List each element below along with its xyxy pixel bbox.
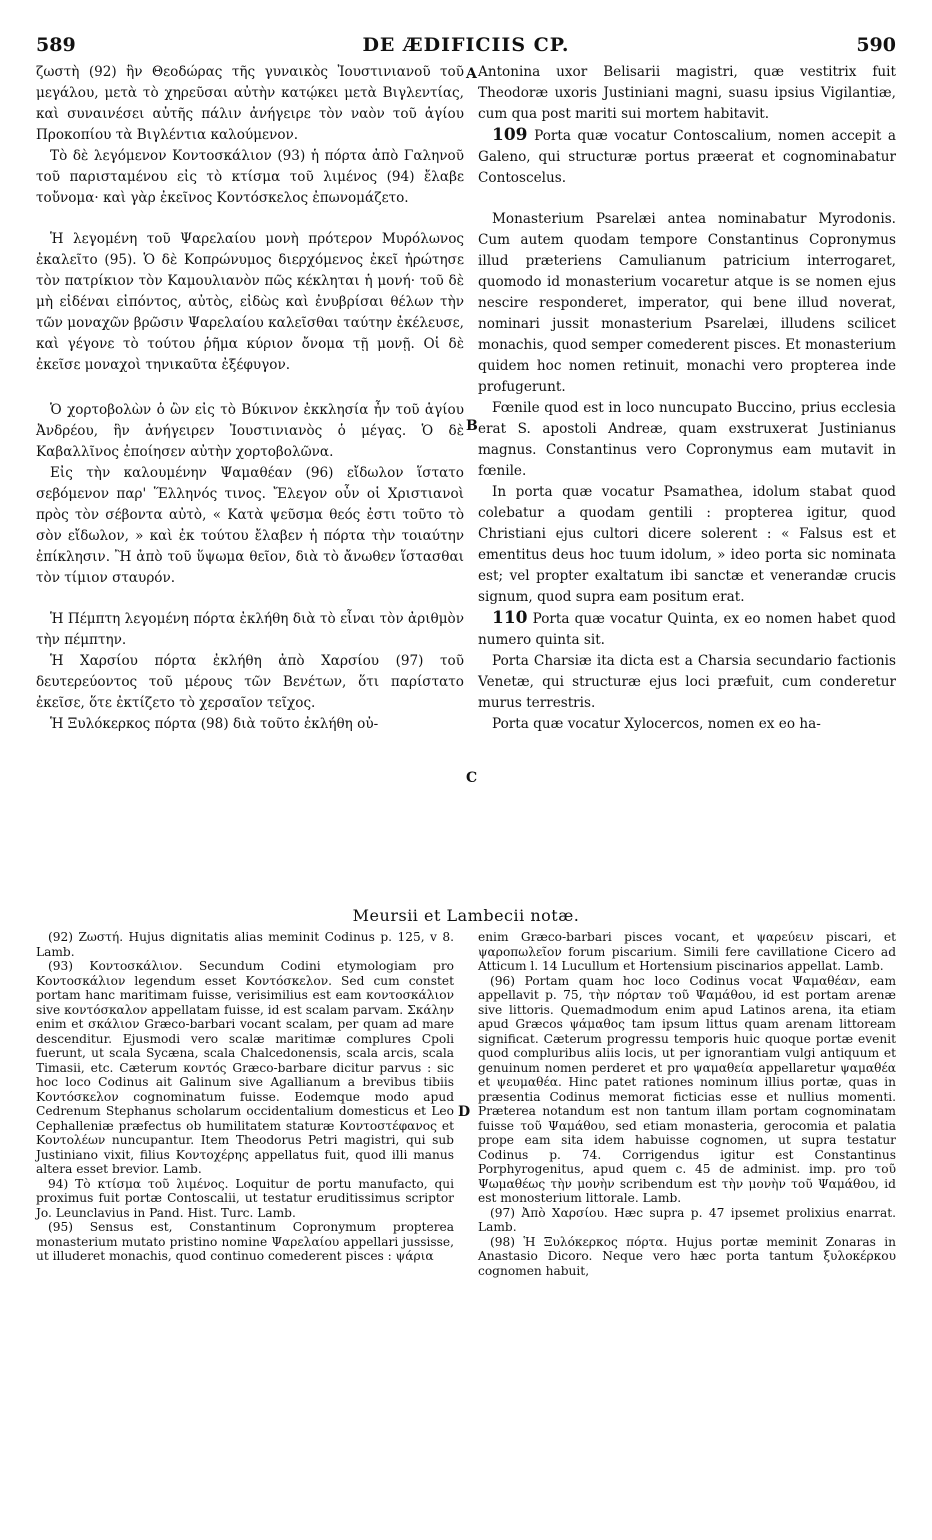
greek-text-column [36, 62, 464, 735]
note: (95) Sensus est, Constantinum Copronymum propterea monasterium mutato pristino nomine Ψαρελαίου appellari jussisse, ut illuderet monachis, quod continuo comederent pisces : ψάρια [36, 1220, 454, 1263]
margin-letter-b: B [466, 418, 478, 434]
latin-paragraph [478, 125, 896, 189]
latin-paragraph: Fœnile quod est in loco nuncupato Buccino, prius ecclesia erat S. apostoli Andreæ, quam exstruxerat Justinianus magnus. Constantinus vero Copronymus eam mutavit in fœnile. [478, 400, 896, 479]
page-number-left: 589 [36, 34, 76, 56]
greek-paragraph: Ἡ Ξυλόκερκος πόρτα (98) διὰ τοῦτο ἐκλήθη οὐ- [50, 716, 379, 732]
note: 94) Τὸ κτίσμα τοῦ λιμένος. Loquitur de portu manufacto, qui proximus fuit portæ Contoscalii, ut testatur eruditissimus scriptor Jo. Leunclavius in Pand. Hist. Turc. Lamb. [36, 1176, 454, 1220]
greek-paragraph: Ὁ χορτοβολὼν ὁ ὢν εἰς τὸ Βύκινον ἐκκλησία ἦν τοῦ ἁγίου Ἀνδρέου, ἣν ἀνήγειρεν Ἰουστινιανὸς ὁ μέγας. Ὁ δὲ Καβαλλῖνος ἐποίησεν αὐτὴν χορτοβολῶνα. [36, 402, 464, 460]
margin-letter-c: C [466, 770, 478, 786]
note: (98) Ἡ Ξυλόκερκος πόρτα. Hujus portæ meminit Zonaras in Anastasio Dicoro. Neque vero hæc porta tantum ξυλοκέρκου cognomen habuit, [478, 1234, 896, 1278]
greek-paragraph: ζωστὴ (92) ἣν Θεοδώρας τῆς γυναικὸς Ἰουστινιανοῦ τοῦ μεγάλου, μετὰ τὸ χηρεῦσαι αὐτὴν κατῴκει μετὰ Βιγλεντίας, καὶ συναινέσει αὐτῆς πάλιν ἀνήγειρε τὸν ναὸν τοῦ ἁγίου Προκοπίου τὰ Βιγλέντια καλούμενον. [36, 64, 464, 143]
note: (97) Ἀπὸ Χαρσίου. Hæc supra p. 47 ipsemet prolixius enarrat. Lamb. [478, 1205, 896, 1234]
margin-letter-d: D [458, 1104, 471, 1120]
greek-paragraph: Ἡ λεγομένη τοῦ Ψαρελαίου μονὴ πρότερον Μυρόλωνος ἐκαλεῖτο (95). Ὁ δὲ Κοπρώνυμος διερχόμενος ἐκεῖ ἠρώτησε τὸν πατρίκιον τὸν Καμουλιανὸν πῶς κέκληται ἡ μονή· τοῦ δὲ μὴ εἰδέναι εἰπόντος, αὐτὸς, εἰδὼς καὶ ἐνυβρίσαι θέλων τὴν τῶν μοναχῶν βρῶσιν Ψαρελαίου καλεῖσθαι ταύτην ἐκέλευσε, καὶ γέγονε τὸ τούτου ῥῆμα κύριον ὄνομα τῇ μονῇ. Οἱ δὲ ἐκεῖσε μοναχοὶ τηνικαῦτα ἐξέφυγον. [36, 231, 464, 373]
running-title: DE ÆDIFICIIS CP. [362, 34, 570, 56]
latin-paragraph: Porta quæ vocatur Xylocercos, nomen ex eo ha- [492, 716, 821, 732]
latin-paragraph: In porta quæ vocatur Psamathea, idolum stabat quod colebatur a quodam gentili : propterea igitur, quod Christiani ejus cultori dicere solerent : « Falsus est et ementitus deus hoc tuum idolum, » ideo porta sic nominata est; vel propter exaltatum ibi sanctæ et venerandæ crucis signum, quod supra eam positum erat. [478, 484, 896, 605]
page-number-right: 590 [856, 34, 896, 56]
note: (93) Κοντοσκάλιον. Secundum Codini etymologiam pro Κοντοσκάλιον legendum esset Κοντόσκελον. Sed cum constet portam hanc maritimam fuisse, verisimilius est eam κοντοσκάλιον sive κοντόσκαλον appellatam fuisse, id est scalam parvam. Σκάλην enim et σκάλιον Græco-barbari vocant scalam, per quam ad mare descenditur. Ejusmodi vero scalæ maritimæ complures Cpoli fuerunt, ut scala Sycæna, scala Chalcedonensis, scala arcis, scala Timasii, etc. Cæterum κοντός Græco-barbare dicitur parvus : sic hoc loco Codinus ait Galinum sive Agallianum a brevibus tibiis Κοντόσκελον cognominatum fuisse. Eodemque modo apud Cedrenum Stephanus scholarum occidentalium domesticus et Leo Cephalleniæ præfectus ob humilitatem staturæ Κοντοστέφανος et Κοντολέων nuncupantur. Item Theodorus Petri magistri, qui sub Justiniano vixit, filius Κοντοχέρης appellatus fuit, quod illi manus altera esset brevior. Lamb. [36, 959, 454, 1176]
latin-paragraph-text: Porta quæ vocatur Contoscalium, nomen accepit a Galeno, qui structuræ portus præerat et cognominabatur Contoscelus. [478, 128, 896, 186]
note: (92) Ζωστή. Hujus dignitatis alias meminit Codinus p. 125, v 8. Lamb. [36, 930, 454, 959]
notes-column-right [478, 930, 896, 1278]
note: enim Græco-barbari pisces vocant, et ψαρεύειν piscari, et ψαροπωλεῖον forum piscarium. Simili fere cavillatione Cicero ad Atticum l. 14 Lucullum et Hortensium piscinarios appellat. Lamb. [478, 930, 896, 973]
section-number-109: 109 [492, 125, 528, 145]
greek-paragraph: Ἡ Πέμπτη λεγομένη πόρτα ἐκλήθη διὰ τὸ εἶναι τὸν ἀριθμὸν τὴν πέμπτην. [36, 611, 464, 648]
notes-heading: Meursii et Lambecii notæ. [352, 906, 580, 925]
section-number-110: 110 [492, 608, 528, 628]
latin-paragraph-text: Porta quæ vocatur Quinta, ex eo nomen habet quod numero quinta sit. [478, 611, 896, 648]
latin-paragraph [478, 608, 896, 651]
greek-paragraph: Εἰς τὴν καλουμένην Ψαμαθέαν (96) εἴδωλον ἵστατο σεβόμενον παρ' Ἕλληνός τινος. Ἔλεγον οὖν οἱ Χριστιανοὶ πρὸς τὸν σέβοντα αὐτὸ, « Κατὰ ψεῦσμα θεός ἐστι τοῦτο τὸ σὸν εἴδωλον, » καὶ ἐκ τούτου ἔλαβεν ἡ πόρτα τὴν τοιαύτην ἐπίκλησιν. Ἢ ἀπὸ τοῦ ὕψωμα θεῖον, διὰ τὸ ἄνωθεν ἵστασθαι τὸν τίμιον σταυρόν. [36, 465, 464, 586]
note: (96) Portam quam hoc loco Codinus vocat Ψαμαθέαν, eam appellavit p. 75, τὴν πόρταν τοῦ Ψαμάθου, id est portam arenæ sive littoris. Quemadmodum enim apud Latinos arena, ita etiam apud Græcos ψάμαθος tam ipsum littus quam arenam littoream significat. Cæterum progressu temporis huic quoque portæ evenit quod compluribus aliis locis, ut per ignorantiam vulgi antiquum et genuinum nomen perderet et pro ψαμαθεία appellaretur ψαμαθέα et ψευμαθέα. Hinc patet rationes nominum illius portæ, quas in præsentia Codinus memorat ficticias esse et nullius momenti. Præterea notandum est non tantum illam portam cognominatam fuisse τοῦ Ψαμάθου, sed etiam monasteria, gerocomia et palatia prope eam sita idem habuisse cognomen, ut supra testatur Codinus p. 74. Corrigendus igitur est Constantinus Porphyrogenitus, apud quem c. 45 de administ. imp. pro τοῦ Ψωμαθέως τὴν μονὴν scribendum est τὴν μονὴν τοῦ Ψαμάθου, id est monosterium littorale. Lamb. [478, 973, 896, 1205]
margin-letter-a: A [466, 66, 477, 82]
greek-paragraph: Ἡ Χαρσίου πόρτα ἐκλήθη ἀπὸ Χαρσίου (97) τοῦ δευτερεύοντος τοῦ μέρους τῶν Βενέτων, ὅτι παρίστατο ἐκεῖσε, ὅτε ἐκτίζετο τὸ χερσαῖον τεῖχος. [36, 653, 464, 711]
latin-paragraph: Monasterium Psarelæi antea nominabatur Myrodonis. Cum autem quodam tempore Constantinus Copronymus illud præteriens Camulianum patricium interrogaret, quomodo id monasterium vocaretur atque is se nomen ejus nescire responderet, imperator, qui bene illud noverat, nominari jussit monasterium Psarelæi, illudens scilicet monachis, quod semper comederent pisces. Et monasterium quidem hoc nomen retinuit, monachi vero propterea inde profugerunt. [478, 211, 896, 395]
latin-paragraph: Antonina uxor Belisarii magistri, quæ vestitrix fuit Theodoræ uxoris Justiniani magni, suasu ipsius Vigilantiæ, cum qua post mariti sui mortem habitavit. [478, 64, 896, 122]
latin-paragraph: Porta Charsiæ ita dicta est a Charsia secundario factionis Venetæ, qui structuræ ejus loci præfuit, cum conderetur murus terrestris. [478, 653, 896, 711]
greek-paragraph: Τὸ δὲ λεγόμενον Κοντοσκάλιον (93) ἡ πόρτα ἀπὸ Γαληνοῦ τοῦ παρισταμένου εἰς τὸ κτίσμα τοῦ λιμένος (94) ἔλαβε τοὔνομα· καὶ γὰρ ἐκεῖνος Κοντόσκελος ἐπωνομάζετο. [36, 148, 464, 206]
notes-column-left [36, 930, 454, 1264]
latin-text-column [478, 62, 896, 735]
